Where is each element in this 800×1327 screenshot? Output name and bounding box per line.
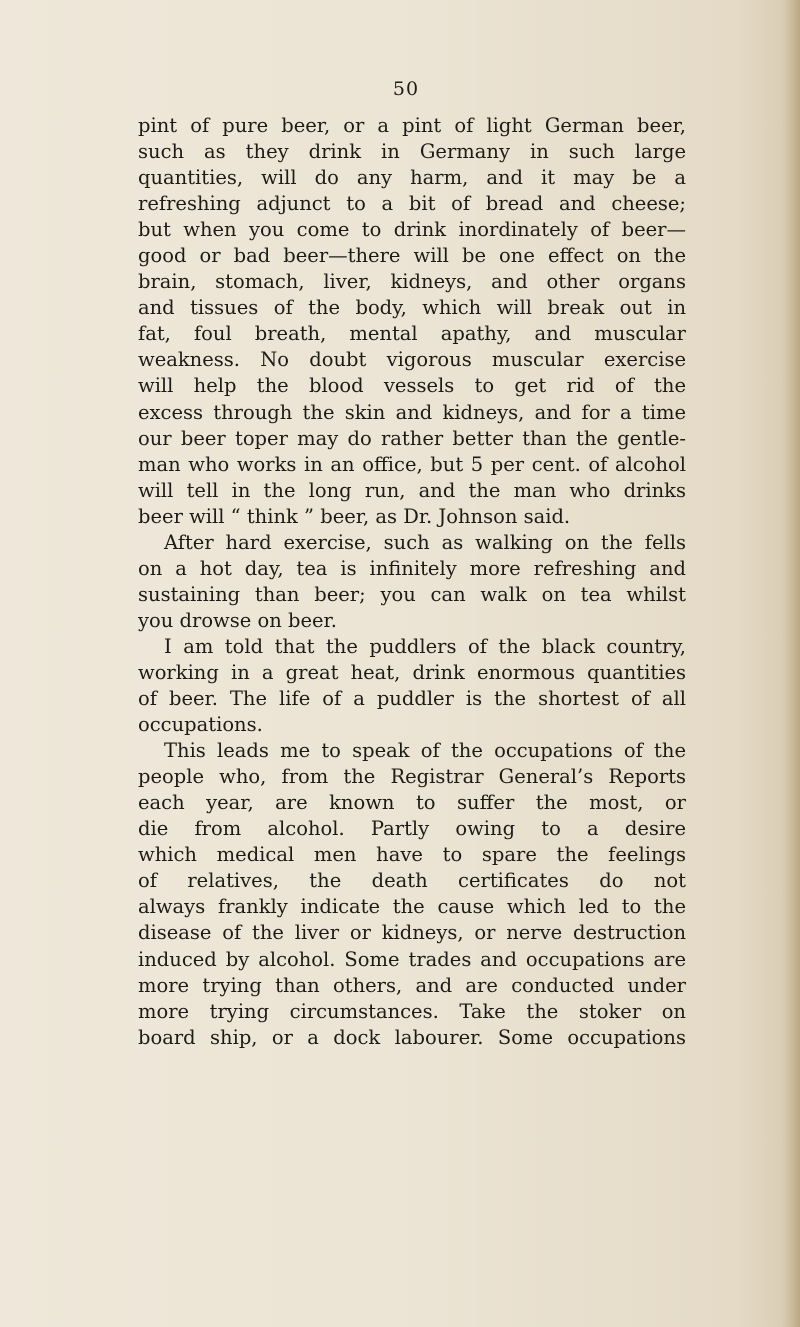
text-line: people who, from the Registrar General’s Reports — [138, 765, 686, 789]
text-line: occupations. — [138, 713, 263, 737]
text-line: and tissues of the body, which will break out in — [138, 296, 686, 320]
text-line: will tell in the long run, and the man who drinks — [138, 478, 686, 502]
text-line: induced by alcohol. Some trades and occupations are — [138, 947, 686, 971]
text-line: This leads me to speak of the occupations of the — [164, 739, 686, 763]
text-line: weakness. No doubt vigorous muscular exercise — [138, 348, 686, 372]
text-line: on a hot day, tea is infinitely more refreshing and — [138, 556, 686, 580]
text-line: but when you come to drink inordinately of beer— — [138, 218, 686, 242]
text-line: beer will “ think ” beer, as Dr. Johnson said. — [138, 504, 571, 528]
text-line: refreshing adjunct to a bit of bread and cheese; — [138, 192, 686, 216]
text-line: fat, foul breath, mental apathy, and muscular — [138, 322, 686, 346]
text-line: After hard exercise, such as walking on the fells — [164, 530, 686, 554]
text-line: of relatives, the death certificates do not — [138, 869, 686, 893]
text-line: quantities, will do any harm, and it may be a — [138, 166, 686, 190]
text-line: brain, stomach, liver, kidneys, and other organs — [138, 270, 686, 294]
text-line: such as they drink in Germany in such large — [138, 140, 686, 164]
text-line: working in a great heat, drink enormous quantities — [138, 660, 686, 684]
text-line: of beer. The life of a puddler is the shortest of all — [138, 687, 686, 711]
text-line: disease of the liver or kidneys, or nerve destruction — [138, 921, 686, 945]
text-line: our beer toper may do rather better than the gentle- — [138, 426, 686, 450]
body-text — [138, 113, 686, 1051]
text-line: pint of pure beer, or a pint of light German beer, — [138, 114, 686, 137]
text-line: which medical men have to spare the feelings — [138, 843, 686, 867]
text-line: excess through the skin and kidneys, and for a time — [138, 400, 686, 424]
text-line: die from alcohol. Partly owing to a desire — [138, 817, 686, 841]
text-line: always frankly indicate the cause which led to the — [138, 895, 686, 919]
text-line: I am told that the puddlers of the black country, — [164, 634, 686, 658]
text-line: sustaining than beer; you can walk on tea whilst — [138, 582, 686, 606]
text-line: will help the blood vessels to get rid of the — [138, 374, 686, 398]
text-line: board ship, or a dock labourer. Some occupations — [138, 1025, 686, 1049]
text-line: man who works in an office, but 5 per cent. of alcohol — [138, 452, 686, 476]
text-line: more trying than others, and are conducted under — [138, 973, 686, 997]
text-line: more trying circumstances. Take the stoker on — [138, 999, 686, 1023]
text-line: you drowse on beer. — [138, 608, 337, 632]
text-line: each year, are known to suffer the most, or — [138, 791, 686, 815]
page-number: 50 — [392, 78, 420, 100]
text-line: good or bad beer—there will be one effect on the — [138, 244, 686, 268]
page-edge-shadow — [782, 0, 800, 1327]
